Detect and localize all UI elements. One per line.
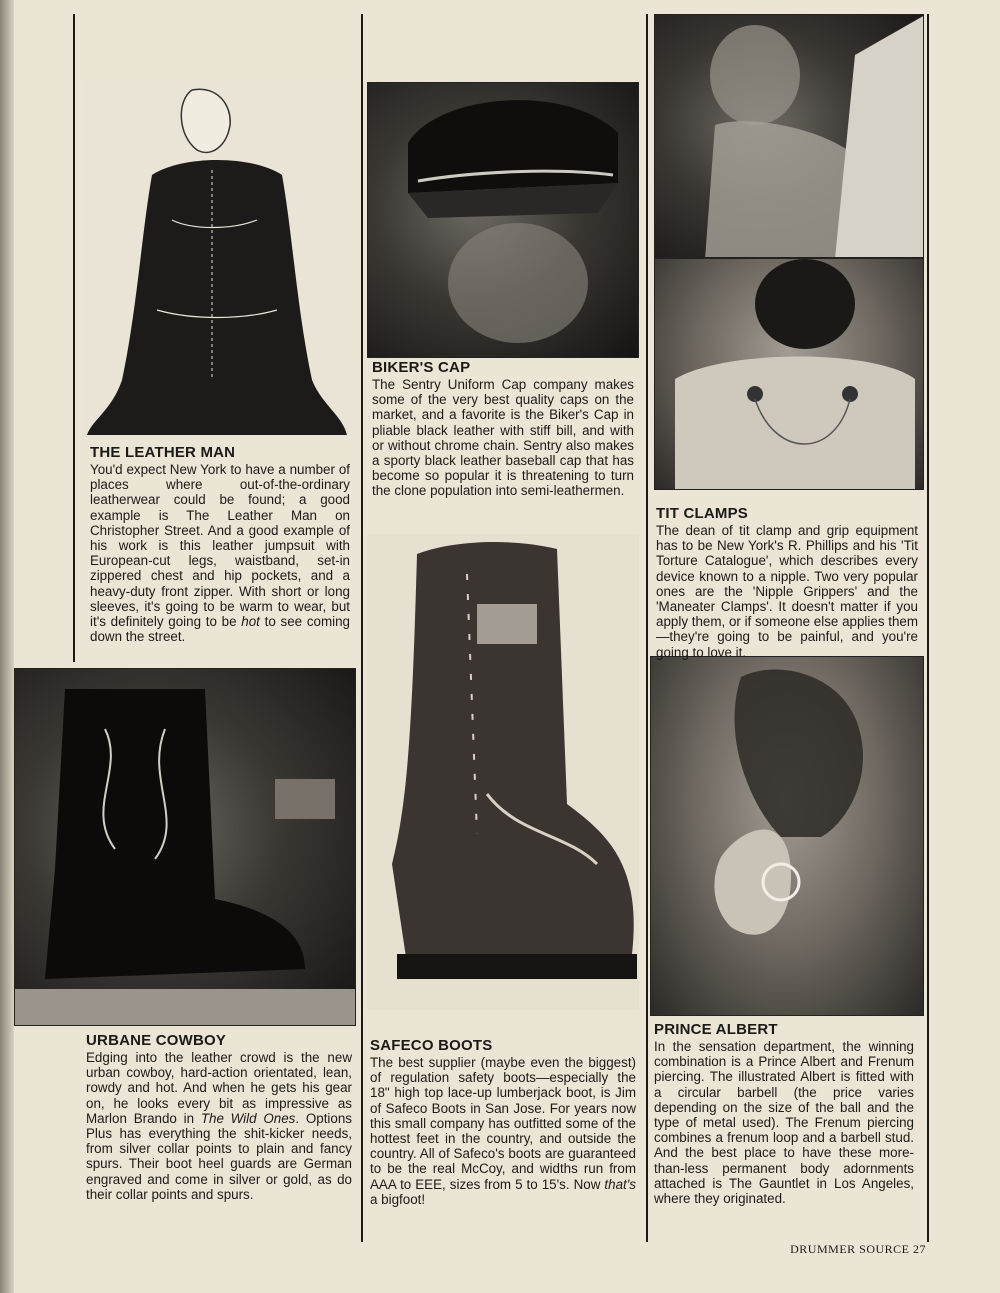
article-body <box>86 1050 352 1202</box>
article-safeco-boots <box>370 1038 636 1207</box>
article-text: You'd expect New York to have a number of places where out-of-the-ordinary leatherwear could be found; a good example is The Leather Man on Christopher Street. And a good example of his work is this leather jumpsuit with European-cut legs, waistband, set-in zippered chest and hip pockets, and a heavy-duty front zipper. With short or long sleeves, it's going to be warm to wear, but it's definitely going to be <box>90 462 350 630</box>
article-emphasis: The Wild Ones <box>200 1110 296 1126</box>
article-urbane-cowboy <box>86 1033 352 1202</box>
article-body: In the sensation department, the winning combination is a Prince Albert and Frenum piercing. The illustrated Albert is fitted with a circular barbell (the price varies depending on the size of the ball and the type of metal used). The Frenum piercing combines a frenum loop and a barbell stud. And the best place to have these more-than-less permanent body adornments attached is The Gauntlet in Los Angeles, where they originated. <box>654 1039 914 1207</box>
tit-clamps-photo-bottom <box>654 258 924 490</box>
torso-shape-bottom <box>655 259 924 490</box>
article-bikers-cap <box>372 360 634 499</box>
column-rule <box>361 14 363 1242</box>
column-rule <box>927 14 929 1242</box>
bikers-cap-photo <box>367 82 639 358</box>
safeco-boot-photo <box>367 534 639 1010</box>
jumpsuit-drawing <box>82 80 352 440</box>
torso-shape-top <box>655 15 924 258</box>
article-text: to see coming down the street. <box>90 614 350 645</box>
cowboy-boot-photo <box>14 668 356 1026</box>
cap-shape <box>368 83 639 358</box>
article-body <box>90 462 350 644</box>
article-title: BIKER'S CAP <box>372 359 471 376</box>
article-title: THE LEATHER MAN <box>90 444 236 461</box>
article-title: SAFECO BOOTS <box>370 1037 493 1054</box>
article-text: . Options Plus has everything the shit-kicker needs, from silver collar points to plain and fancy spurs. Their boot heel guards are German engraved and come in silver or gold, as do their collar points and spurs. <box>86 1110 352 1202</box>
prince-albert-photo <box>650 656 924 1016</box>
article-leather-man <box>90 445 350 644</box>
article-text: a bigfoot! <box>370 1191 426 1207</box>
article-title: TIT CLAMPS <box>656 505 748 522</box>
article-text: Edging into the leather crowd is the new urban cowboy, hard-action orientated, lean, rowdy and hot. And when he gets his gear on, he looks every bit as impressive as Marlon Brando in <box>86 1050 352 1126</box>
article-emphasis: that's <box>604 1176 636 1192</box>
column-rule <box>646 14 648 1242</box>
leather-jumpsuit-illustration <box>82 80 352 440</box>
page-folio: DRUMMER SOURCE 27 <box>790 1242 926 1256</box>
tit-clamps-photo-top <box>654 14 924 258</box>
piercing-shape <box>651 657 924 1016</box>
article-title: PRINCE ALBERT <box>654 1021 778 1038</box>
article-body: The Sentry Uniform Cap company makes some of the very best quality caps on the market, and a favorite is the Biker's Cap in pliable black leather with stiff bill, and with or without chrome chain. Sentry also makes a sporty black leather baseball cap that has become so popular it is threatening to turn the clone population into semi-leathermen. <box>372 377 634 499</box>
binding-shadow <box>0 0 14 1293</box>
article-title: URBANE COWBOY <box>86 1032 227 1049</box>
article-tit-clamps <box>656 506 918 660</box>
article-text: The best supplier (maybe even the biggest) of regulation safety boots—especially the 18" high top lace-up lumberjack boot, is Jim of Safeco Boots in San Jose. For years now this small company has outfitted some of the hottest feet in the country, and outside the country. All of Safeco's boots are guaranteed to be the real McCoy, and widths run from AAA to EEE, sizes from 5 to 15's. Now <box>370 1055 636 1192</box>
article-body <box>370 1055 636 1207</box>
cowboy-boot-shape <box>15 669 356 1026</box>
column-rule <box>73 14 75 662</box>
article-body: The dean of tit clamp and grip equipment has to be New York's R. Phillips and his 'Tit Torture Catalogue', which describes every device known to a nipple. Two very popular ones are the 'Nipple Grippers' and the 'Maneater Clamps'. It doesn't matter if you apply them, or if someone else applies them—they're going to be painful, and you're going to love it. <box>656 523 919 660</box>
lace-up-boot-shape <box>367 534 639 1010</box>
article-emphasis: hot <box>241 614 260 630</box>
article-prince-albert <box>654 1022 914 1206</box>
